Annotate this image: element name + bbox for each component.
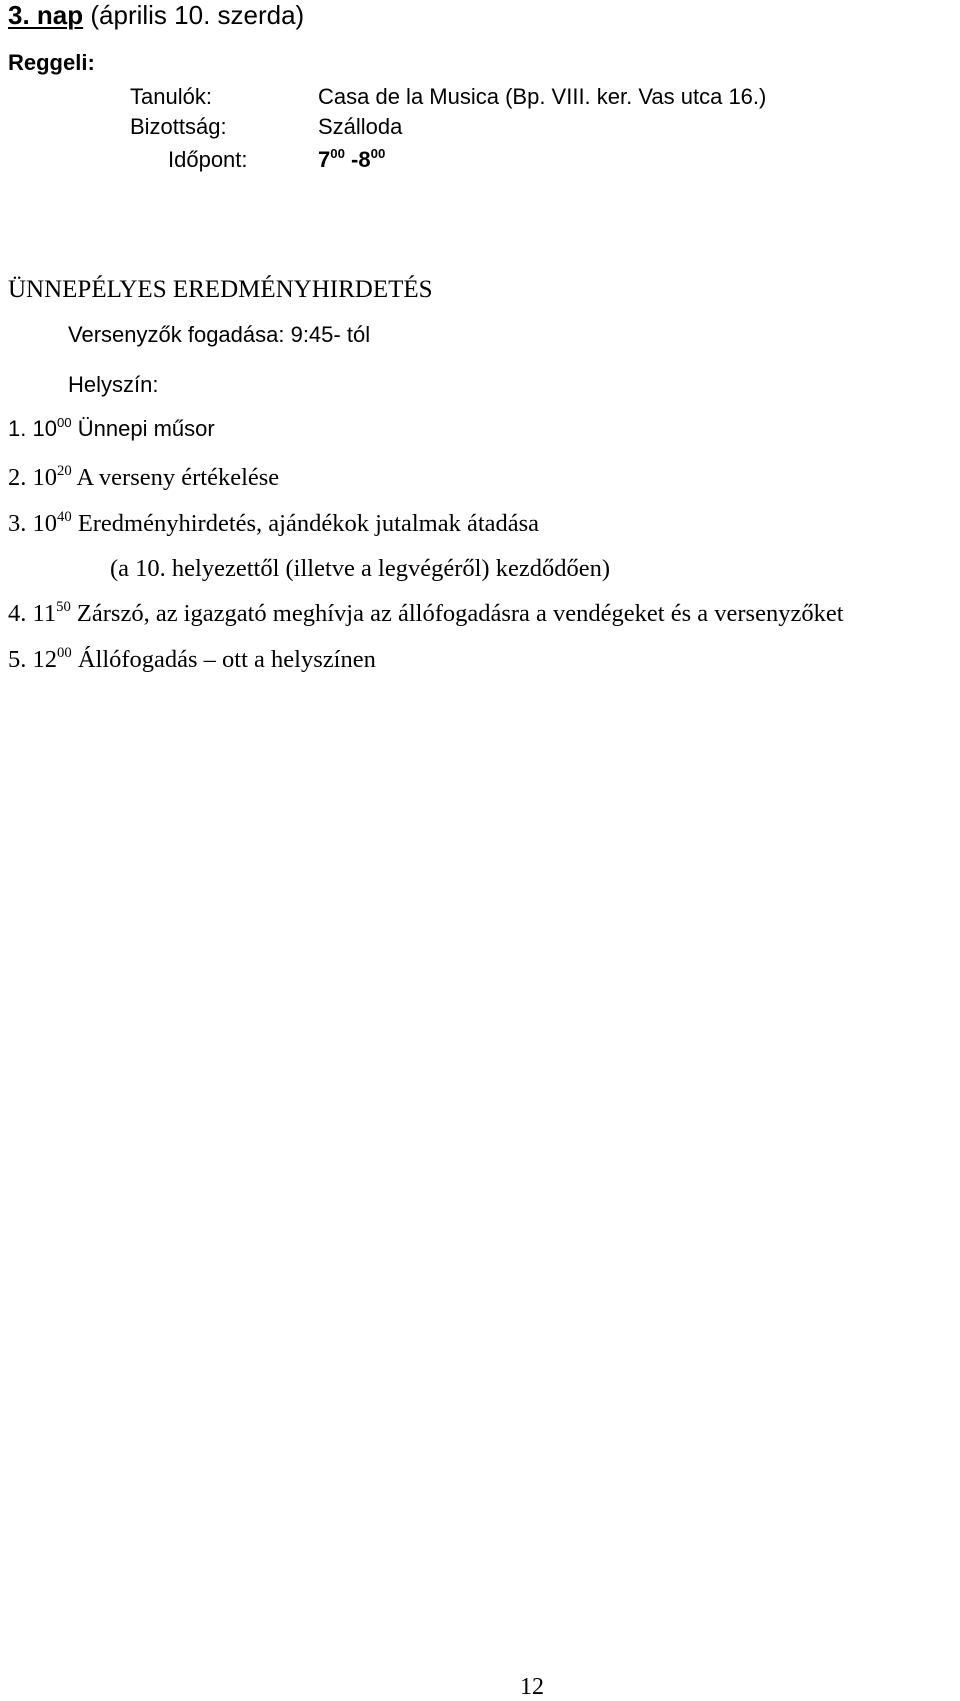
program-item bbox=[8, 463, 280, 491]
students-label: Tanulók: bbox=[130, 84, 212, 109]
program-item-number: 3. bbox=[8, 510, 33, 537]
program-item-note: (a 10. helyezettől (illetve a legvégéről) kezdődően) bbox=[110, 555, 610, 582]
program-item-text: Állófogadás – ott a helyszínen bbox=[71, 646, 376, 673]
program-item-minute: 00 bbox=[56, 415, 72, 431]
program-item-number: 4. bbox=[8, 600, 33, 627]
program-item-minute: 40 bbox=[57, 509, 72, 526]
program-item-number: 5. bbox=[8, 646, 33, 673]
committee-venue: Szálloda bbox=[318, 114, 403, 139]
day-label: 3. nap bbox=[8, 0, 84, 30]
time-value bbox=[318, 146, 386, 172]
program-item-text: A verseny értékelése bbox=[71, 464, 280, 491]
time-label: Időpont: bbox=[168, 147, 248, 172]
program-item-hour: 11 bbox=[32, 600, 57, 627]
ceremony-reception: Versenyzők fogadása: 9:45- tól bbox=[68, 322, 371, 347]
program-item-hour: 10 bbox=[32, 510, 57, 537]
program-item-minute: 50 bbox=[56, 599, 71, 616]
program-item-number: 2. bbox=[8, 464, 33, 491]
program-item-hour: 10 bbox=[32, 416, 57, 441]
day-heading bbox=[8, 2, 304, 28]
program-item bbox=[8, 415, 215, 441]
program-item-text: Zárszó, az igazgató meghívja az állófogadásra a vendégeket és a versenyzőket bbox=[70, 600, 844, 627]
program-item bbox=[8, 509, 540, 537]
morning-heading: Reggeli: bbox=[8, 50, 95, 75]
time-end-hour: 8 bbox=[358, 147, 371, 172]
program-item-minute: 20 bbox=[57, 463, 72, 480]
time-start-min: 00 bbox=[330, 146, 345, 162]
page-number-value: 12 bbox=[520, 1674, 544, 1700]
ceremony-venue-label: Helyszín: bbox=[68, 372, 159, 397]
day-date: (április 10. szerda) bbox=[83, 0, 305, 30]
program-item-text: Ünnepi műsor bbox=[71, 416, 215, 441]
program-item-hour: 12 bbox=[32, 646, 57, 673]
students-venue: Casa de la Musica (Bp. VIII. ker. Vas utca 16.) bbox=[318, 84, 767, 109]
time-separator: - bbox=[344, 147, 359, 172]
committee-label: Bizottság: bbox=[130, 114, 227, 139]
program-item-minute: 00 bbox=[57, 645, 72, 662]
time-end-min: 00 bbox=[370, 146, 386, 162]
ceremony-heading: ÜNNEPÉLYES EREDMÉNYHIRDETÉS bbox=[8, 276, 433, 303]
program-item-hour: 10 bbox=[32, 464, 57, 491]
program-item bbox=[8, 645, 376, 673]
time-start-hour: 7 bbox=[318, 147, 331, 172]
program-item-number: 1. bbox=[8, 416, 33, 441]
program-item-text: Eredményhirdetés, ajándékok jutalmak átadása bbox=[71, 510, 540, 537]
program-item bbox=[8, 599, 844, 627]
